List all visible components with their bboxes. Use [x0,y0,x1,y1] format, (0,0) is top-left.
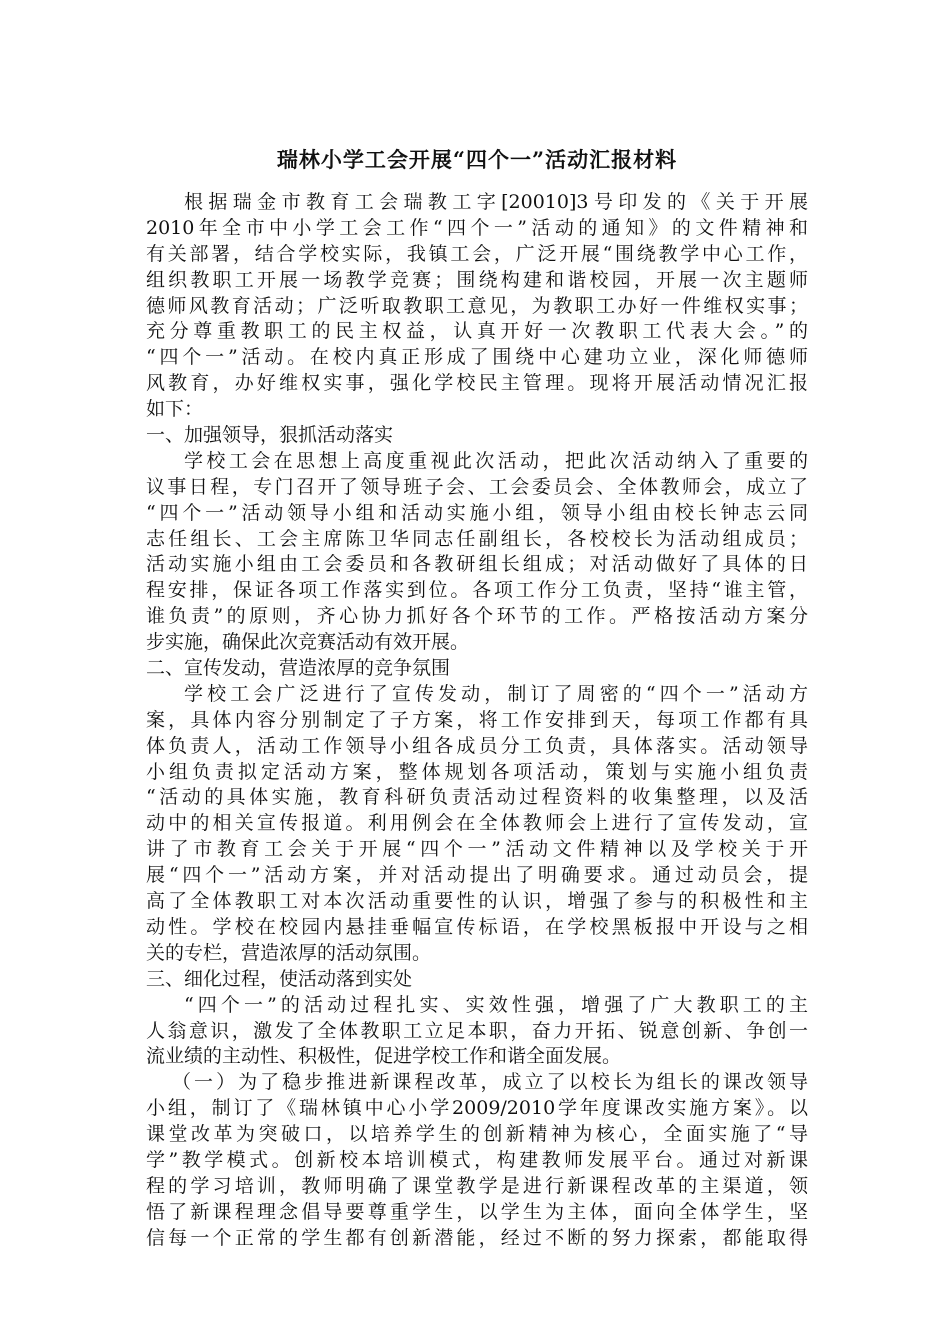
paragraph-line: 悟了新课程理念倡导要尊重学生，以学生为主体，面向全体学生，坚 [146,1200,808,1223]
paragraph-line: 充分尊重教职工的民主权益，认真开好一次教职工代表大会。”的 [146,320,808,343]
document-title: 瑞林小学工会开展“四个一”活动汇报材料 [276,147,678,172]
paragraph-line: （一）为了稳步推进新课程改革，成立了以校长为组长的课改领导 [172,1071,808,1094]
paragraph-line: 动性。学校在校园内悬挂垂幅宣传标语，在学校黑板报中开设与之相 [146,915,808,938]
paragraph-line: 谁负责”的原则，齐心协力抓好各个环节的工作。严格按活动方案分 [146,605,808,628]
paragraph-line: 小组，制订了《瑞林镇中心小学2009/2010学年度课改实施方案》。以 [146,1097,808,1120]
paragraph-line: 动中的相关宣传报道。利用例会在全体教师会上进行了宣传发动，宣 [146,812,808,835]
section-heading: 二、宣传发动，营造浓厚的竞争氛围 [146,657,451,680]
paragraph-line: 议事日程，专门召开了领导班子会、工会委员会、全体教师会，成立了 [146,475,808,498]
paragraph-line: 案，具体内容分别制定了子方案，将工作安排到天，每项工作都有具 [146,708,808,731]
paragraph-line: 风教育，办好维权实事，强化学校民主管理。现将开展活动情况汇报 [146,372,808,395]
paragraph-line: 步实施，确保此次竞赛活动有效开展。 [146,631,470,654]
paragraph-line: “四个一”的活动过程扎实、实效性强，增强了广大教职工的主 [184,993,808,1016]
paragraph-line: 小组负责拟定活动方案，整体规划各项活动，策划与实施小组负责 [146,760,808,783]
paragraph-line: 如下： [146,398,204,421]
section-heading: 一、加强领导，狠抓活动落实 [146,424,394,447]
paragraph-line: 有关部署，结合学校实际，我镇工会，广泛开展“围绕教学中心工作， [146,242,808,265]
paragraph-line: 人翁意识，激发了全体教职工立足本职，奋力开拓、锐意创新、争创一 [146,1019,808,1042]
paragraph-line: 课堂改革为突破口，以培养学生的创新精神为核心，全面实施了“导 [146,1123,808,1146]
paragraph-line: “四个一”活动领导小组和活动实施小组，领导小组由校长钟志云同 [146,501,808,524]
paragraph-line: 志任组长、工会主席陈卫华同志任副组长，各校校长为活动组成员； [146,527,808,550]
paragraph-line: 信每一个正常的学生都有创新潜能，经过不断的努力探索，都能取得 [146,1226,808,1249]
paragraph-line: 组织教职工开展一场教学竞赛；围绕构建和谐校园，开展一次主题师 [146,268,808,291]
paragraph-line: 流业绩的主动性、积极性，促进学校工作和谐全面发展。 [146,1045,622,1068]
paragraph-line: 2010年全市中小学工会工作“四个一”活动的通知》的文件精神和 [146,216,808,239]
paragraph-line: 学校工会广泛进行了宣传发动，制订了周密的“四个一”活动方 [184,682,808,705]
paragraph-line: 关的专栏，营造浓厚的活动氛围。 [146,941,432,964]
paragraph-line: 程的学习培训，教师明确了课堂教学是进行新课程改革的主渠道，领 [146,1174,808,1197]
section-heading: 三、细化过程，使活动落到实处 [146,967,413,990]
paragraph-line: 程安排，保证各项工作落实到位。各项工作分工负责，坚持“谁主管， [146,579,808,602]
paragraph-line: 体负责人，活动工作领导小组各成员分工负责，具体落实。活动领导 [146,734,808,757]
paragraph-line: “活动的具体实施，教育科研负责活动过程资料的收集整理，以及活 [146,786,808,809]
paragraph-line: “四个一”活动。在校内真正形成了围绕中心建功立业，深化师德师 [146,346,808,369]
paragraph-line: 展“四个一”活动方案，并对活动提出了明确要求。通过动员会，提 [146,864,808,887]
paragraph-line: 活动实施小组由工会委员和各教研组长组成；对活动做好了具体的日 [146,553,808,576]
paragraph-line: 德师风教育活动；广泛听取教职工意见，为教职工办好一件维权实事； [146,294,808,317]
paragraph-line: 讲了市教育工会关于开展“四个一”活动文件精神以及学校关于开 [146,838,808,861]
paragraph-line: 根据瑞金市教育工会瑞教工字[20010]3号印发的《关于开展 [184,191,808,213]
paragraph-line: 学”教学模式。创新校本培训模式，构建教师发展平台。通过对新课 [146,1148,808,1171]
paragraph-line: 高了全体教职工对本次活动重要性的认识，增强了参与的积极性和主 [146,890,808,913]
document-body [146,190,808,1252]
document-page [146,140,808,1252]
paragraph-line: 学校工会在思想上高度重视此次活动，把此次活动纳入了重要的 [184,449,808,472]
